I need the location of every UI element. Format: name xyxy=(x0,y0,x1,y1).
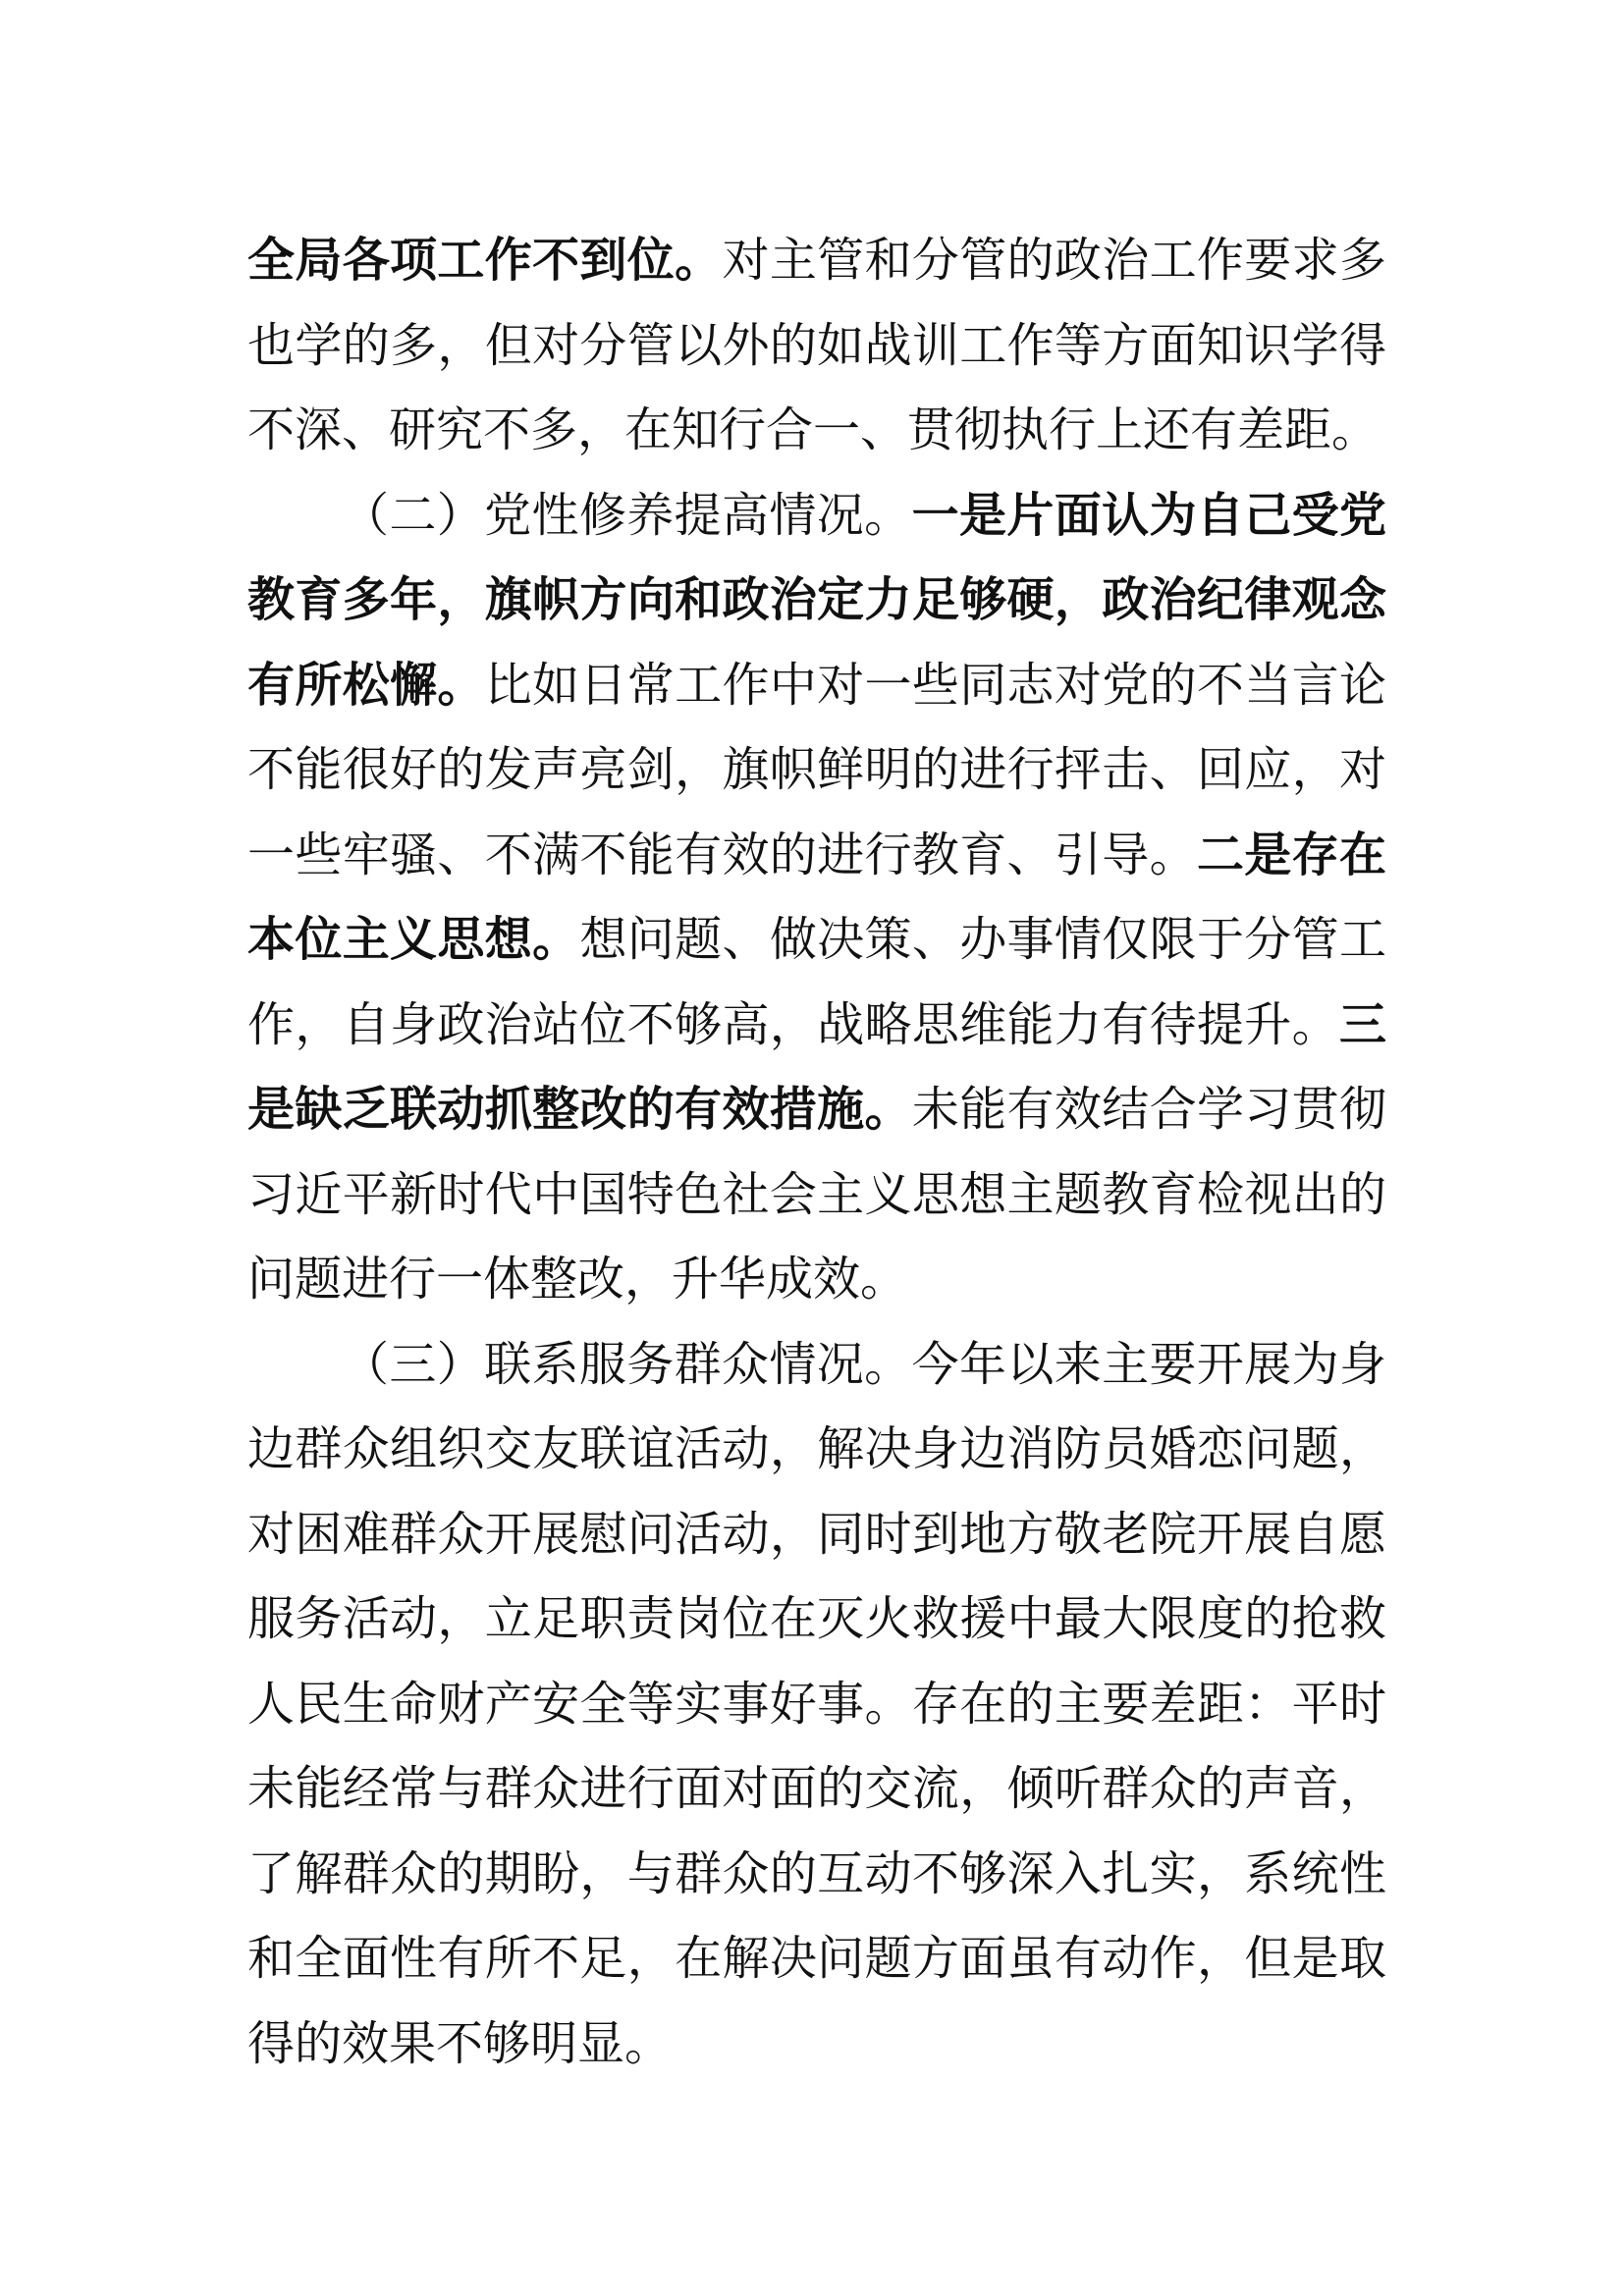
text-normal: 想问题、做决策、办事情仅限于分管工作，自身政治站位不够高，战略思维能力有待提升。 xyxy=(247,912,1386,1052)
paragraph-party-spirit xyxy=(247,473,1386,1322)
text-bold: 二是存在本位主义思想。 xyxy=(247,827,1386,967)
text-normal: 比如日常工作中对一些同志对党的不当言论不能很好的发声亮剑，旗帜鲜明的进行抨击、回应，对一些牢骚、不满不能有效的进行教育、引导。 xyxy=(247,657,1386,882)
text-bold: 三是缺乏联动抓整改的有效措施。 xyxy=(247,996,1386,1137)
document-page xyxy=(247,218,1386,2086)
section-heading: （二）党性修养提高情况。 xyxy=(342,487,912,543)
text-normal: （三）联系服务群众情况。今年以来主要开展为身边群众组织交友联谊活动，解决身边消防员婚恋问题，对困难群众开展慰问活动，同时到地方敬老院开展自愿服务活动，立足职责岗位在灭火救援中最大限度的抢救人民生命财产安全等实事好事。存在的主要差距：平时未能经常与群众进行面对面的交流，倾听群众的声音，了解群众的期盼，与群众的互动不够深入扎实，系统性和全面性有所不足，在解决问题方面虽有动作，但是取得的效果不够明显。 xyxy=(247,1336,1386,2071)
text-bold: 全局各项工作不到位。 xyxy=(247,233,723,288)
text-bold: 一是片面认为自己受党教育多年，旗帜方向和政治定力足够硬，政治纪律观念有所松懈。 xyxy=(247,487,1386,713)
text-normal: 对主管和分管的政治工作要求多也学的多，但对分管以外的如战训工作等方面知识学得不深、研究不多，在知行合一、贯彻执行上还有差距。 xyxy=(247,233,1386,457)
paragraph-serving-masses xyxy=(247,1322,1386,2087)
paragraph-continuation xyxy=(247,218,1386,473)
text-normal: 未能有效结合学习贯彻习近平新时代中国特色社会主义思想主题教育检视出的问题进行一体整改，升华成效。 xyxy=(247,1082,1386,1307)
